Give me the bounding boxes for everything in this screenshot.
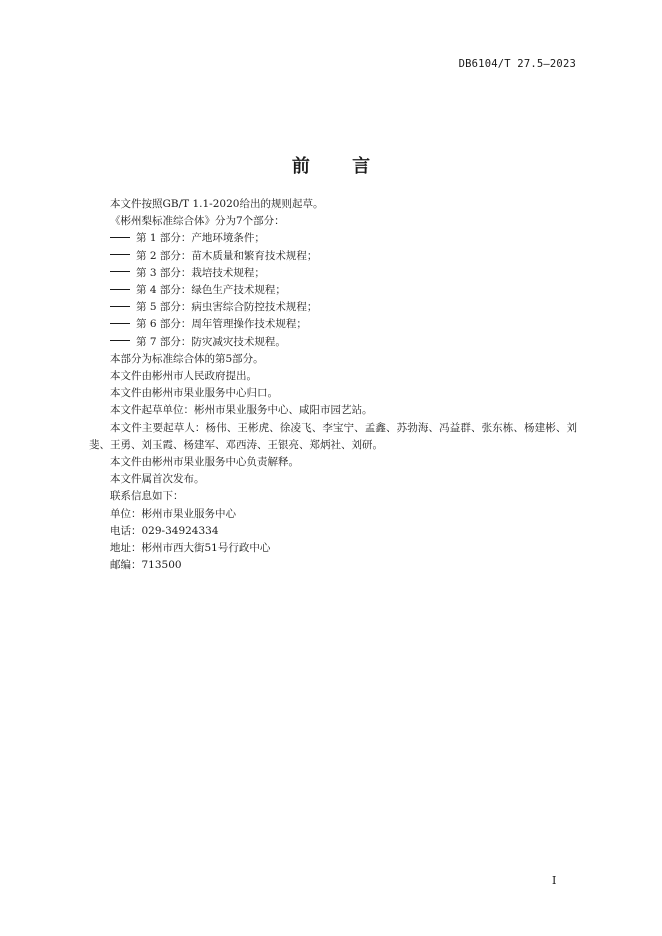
contact-address: 地址：彬州市西大街51号行政中心	[110, 542, 271, 555]
interpreted-by: 本文件由彬州市果业服务中心负责解释。	[110, 456, 299, 469]
foreword-body	[89, 196, 577, 574]
part-label: 第 3 部分：栽培技术规程；	[136, 266, 265, 279]
part-label: 第 6 部分：周年管理操作技术规程；	[136, 318, 307, 331]
dash-marker	[110, 340, 130, 341]
dash-marker	[110, 323, 130, 324]
drafting-units: 本文件起草单位：彬州市果业服务中心、咸阳市园艺站。	[110, 404, 373, 417]
contact-postcode: 邮编：713500	[110, 559, 182, 572]
contact-phone: 电话：029-34924334	[110, 524, 219, 537]
page-title: 前 言	[291, 156, 389, 177]
dash-marker	[110, 306, 130, 307]
part-list-item	[89, 265, 577, 282]
contact-unit: 单位：彬州市果业服务中心	[110, 507, 236, 520]
proposed-by: 本文件由彬州市人民政府提出。	[110, 370, 257, 383]
dash-marker	[110, 237, 130, 238]
dash-marker	[110, 254, 130, 255]
part-list-item	[89, 230, 577, 247]
dash-marker	[110, 289, 130, 290]
part-list-item	[89, 334, 577, 351]
page-number: I	[552, 874, 557, 887]
parts-intro-line: 《彬州梨标准综合体》分为7个部分：	[110, 215, 285, 228]
administered-by: 本文件由彬州市果业服务中心归口。	[110, 387, 278, 400]
part-label: 第 2 部分：苗木质量和繁育技术规程；	[136, 249, 318, 262]
drafters: 本文件主要起草人：杨伟、王彬虎、徐凌飞、李宝宁、孟鑫、苏勃海、冯益群、张东栋、杨建彬、刘斐、王勇、刘玉霞、杨建军、邓西涛、王银亮、郑炳社、刘研。	[89, 421, 577, 451]
part-note: 本部分为标准综合体的第5部分。	[110, 352, 264, 365]
part-list-item	[89, 248, 577, 265]
part-list-item	[89, 282, 577, 299]
first-release: 本文件属首次发布。	[110, 473, 205, 486]
drafting-rules-line: 本文件按照GB/T 1.1-2020给出的规则起草。	[110, 198, 324, 210]
part-list-item	[89, 299, 577, 316]
part-label: 第 1 部分：产地环境条件；	[136, 232, 265, 245]
standard-code: DB6104/T 27.5—2023	[458, 58, 576, 70]
part-label: 第 5 部分：病虫害综合防控技术规程；	[136, 301, 318, 314]
contact-heading: 联系信息如下：	[110, 490, 184, 503]
part-label: 第 7 部分：防灾减灾技术规程。	[136, 335, 286, 348]
part-label: 第 4 部分：绿色生产技术规程；	[136, 284, 286, 297]
dash-marker	[110, 271, 130, 272]
part-list-item	[89, 316, 577, 333]
